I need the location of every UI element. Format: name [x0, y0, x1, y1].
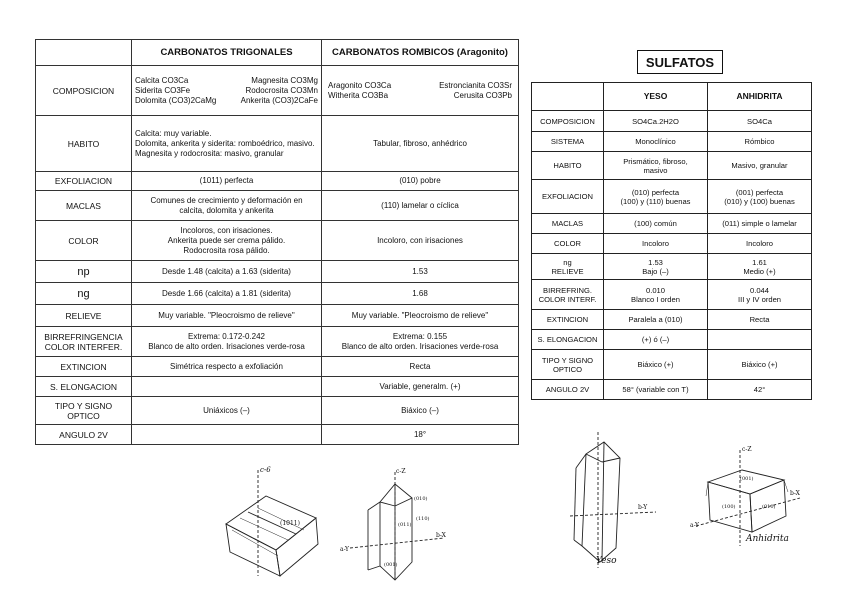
- text-line: (011) simple o lamelar: [722, 219, 797, 228]
- text-line: Blanco de alto orden. Irisaciones verde-rosa: [148, 341, 305, 351]
- mineral-formula: Witherita CO3Ba: [328, 90, 389, 100]
- axis-label: c-Z: [396, 468, 406, 475]
- aragonito-crystal-figure: [340, 466, 458, 586]
- row-label: [532, 310, 604, 330]
- trig-maclas: [132, 191, 322, 221]
- text-line: 0.044: [749, 285, 769, 295]
- anhidrita-cell: [708, 214, 812, 234]
- text-line: Rodocrosita rosa pálido.: [183, 245, 270, 255]
- mineral-formula: Siderita CO3Fe: [135, 85, 191, 95]
- row-label: S. ELONGACION: [36, 377, 132, 397]
- text-line: EXFOLIACION: [541, 192, 594, 201]
- figure-caption: Anhidrita: [746, 534, 789, 544]
- yeso-cell: [604, 234, 708, 254]
- text-line: OPTICO: [552, 364, 583, 374]
- sulfatos-row: [532, 180, 812, 214]
- text-line: calcita, dolomita y ankerita: [179, 205, 274, 215]
- face-label: (100): [722, 504, 736, 510]
- yeso-cell: [604, 132, 708, 152]
- text-line: HABITO: [553, 161, 582, 170]
- romb-composicion: [322, 66, 519, 116]
- text-line: III y IV orden: [737, 294, 782, 304]
- text-line: Recta: [749, 315, 770, 324]
- axis-label: b-Y: [638, 504, 648, 511]
- face-label: (011): [398, 522, 412, 528]
- romb-birrefringencia: [322, 327, 519, 357]
- yeso-cell: [604, 214, 708, 234]
- text-line: EXTINCION: [546, 315, 589, 324]
- sulfatos-row: [532, 380, 812, 400]
- yeso-cell: [604, 111, 708, 132]
- romb-habito: Tabular, fibroso, anhédrico: [322, 116, 519, 172]
- anhidrita-cell: [708, 132, 812, 152]
- row-birrefringencia: [36, 327, 519, 357]
- label-line: COLOR INTERFER.: [44, 341, 123, 352]
- trig-tipo-signo: Uniáxicos (–): [132, 397, 322, 425]
- row-label: ANGULO 2V: [36, 425, 132, 445]
- row-label: [532, 152, 604, 180]
- text-line: S. ELONGACION: [537, 335, 598, 344]
- text-line: Masivo, granular: [731, 161, 788, 170]
- empty-corner-cell: [36, 40, 132, 66]
- sulfatos-title: SULFATOS: [637, 50, 723, 74]
- row-label: [532, 380, 604, 400]
- text-line: Comunes de crecimiento y deformación en: [150, 195, 303, 205]
- romb-tipo-signo: Biáxico (–): [322, 397, 519, 425]
- text-line: (010) perfecta: [631, 187, 680, 197]
- text-line: 42°: [753, 385, 766, 394]
- row-np: [36, 261, 519, 283]
- text-line: 0.010: [645, 285, 665, 295]
- sulfatos-row: [532, 234, 812, 254]
- yeso-cell: [604, 152, 708, 180]
- row-label: EXFOLIACION: [36, 172, 132, 191]
- mineral-formula: Magnesita CO3Mg: [251, 75, 318, 85]
- axis-label: a-Y: [690, 522, 699, 529]
- col-header-anhidrita: ANHIDRITA: [708, 83, 812, 111]
- col-header-rombicos: CARBONATOS ROMBICOS (Aragonito): [322, 40, 519, 66]
- text-line: 58° (variable con T): [622, 385, 689, 394]
- text-line: 1.61: [752, 257, 767, 267]
- mineral-formula: Dolomita (CO3)2CaMg: [135, 95, 217, 105]
- yeso-crystal-figure: [556, 428, 666, 578]
- row-label: RELIEVE: [36, 305, 132, 327]
- row-maclas: [36, 191, 519, 221]
- anhidrita-cell: [708, 234, 812, 254]
- text-line: Calcita: muy variable.: [135, 128, 212, 138]
- trig-angulo: [132, 425, 322, 445]
- row-tipo-signo: [36, 397, 519, 425]
- text-line: (+) ó (–): [641, 335, 670, 344]
- sulfatos-row: [532, 330, 812, 350]
- row-color: [36, 221, 519, 261]
- axis-label: c-Z: [742, 446, 752, 453]
- text-line: SO4Ca.2H2O: [632, 116, 679, 126]
- row-habito: [36, 116, 519, 172]
- romb-exfoliacion: (010) pobre: [322, 172, 519, 191]
- yeso-cell: [604, 280, 708, 310]
- row-label: [532, 214, 604, 234]
- empty-corner-cell: [532, 83, 604, 111]
- row-label: [532, 234, 604, 254]
- text-line: SISTEMA: [550, 137, 585, 146]
- row-label: [36, 397, 132, 425]
- trig-elongacion: [132, 377, 322, 397]
- text-line: (010) y (100) buenas: [724, 196, 795, 206]
- text-line: Prismático, fibroso,: [623, 156, 688, 166]
- mineral-formula: Calcita CO3Ca: [135, 75, 189, 85]
- col-header-trigonales: CARBONATOS TRIGONALES: [132, 40, 322, 66]
- text-line: 1.53: [648, 257, 663, 267]
- romb-relieve: Muy variable. "Pleocroismo de relieve": [322, 305, 519, 327]
- text-line: Monoclínico: [635, 137, 676, 146]
- romb-np: 1.53: [322, 261, 519, 283]
- row-label: EXTINCION: [36, 357, 132, 377]
- row-relieve: [36, 305, 519, 327]
- text-line: BIRREFRING.: [543, 285, 592, 295]
- romb-angulo: 18°: [322, 425, 519, 445]
- text-line: Blanco de alto orden. Irisaciones verde-rosa: [341, 341, 499, 351]
- row-label: MACLAS: [36, 191, 132, 221]
- calcita-crystal-figure: [218, 466, 328, 586]
- col-header-yeso: YESO: [604, 83, 708, 111]
- label-line: OPTICO: [67, 410, 100, 421]
- row-label: [532, 111, 604, 132]
- text-line: (100) y (110) buenas: [620, 196, 691, 206]
- trig-habito: [132, 116, 322, 172]
- yeso-cell: [604, 310, 708, 330]
- text-line: COMPOSICION: [540, 116, 595, 126]
- text-line: Extrema: 0.155: [392, 331, 448, 341]
- text-line: Bajo (–): [642, 266, 669, 276]
- row-composicion: [36, 66, 519, 116]
- sulfatos-row: [532, 111, 812, 132]
- mineral-formula: Rodocrosita CO3Mn: [245, 85, 318, 95]
- table-header-row: [36, 40, 519, 66]
- face-label: (001): [740, 476, 754, 482]
- romb-elongacion: Variable, generalm. (+): [322, 377, 519, 397]
- row-label: [532, 350, 604, 380]
- text-line: TIPO Y SIGNO: [541, 355, 594, 365]
- text-line: ng: [563, 257, 572, 267]
- text-line: masivo: [643, 165, 668, 175]
- anhidrita-cell: [708, 111, 812, 132]
- row-label: [532, 330, 604, 350]
- trig-extincion: Simétrica respecto a exfoliación: [132, 357, 322, 377]
- axis-label: b-X: [790, 490, 800, 497]
- text-line: Paralela a (010): [628, 315, 683, 324]
- row-label: ng: [36, 283, 132, 305]
- crystal-drawing: [218, 466, 328, 586]
- trig-birrefringencia: [132, 327, 322, 357]
- label-line: TIPO Y SIGNO: [54, 400, 113, 411]
- axis-label: a-Y: [340, 546, 349, 553]
- row-label: COMPOSICION: [36, 66, 132, 116]
- text-line: COLOR: [553, 239, 581, 248]
- face-label: (010): [414, 496, 428, 502]
- row-ng: [36, 283, 519, 305]
- text-line: RELIEVE: [551, 266, 584, 276]
- trig-color: [132, 221, 322, 261]
- text-line: ANGULO 2V: [545, 385, 590, 394]
- yeso-cell: [604, 330, 708, 350]
- text-line: Blanco I orden: [631, 294, 680, 304]
- romb-maclas: (110) lamelar o cíclica: [322, 191, 519, 221]
- trig-relieve: Muy variable. "Pleocroismo de relieve": [132, 305, 322, 327]
- yeso-cell: [604, 350, 708, 380]
- text-line: MACLAS: [551, 219, 584, 228]
- trig-exfoliacion: (1011) perfecta: [132, 172, 322, 191]
- mineral-formula: Estroncianita CO3Sr: [439, 80, 512, 90]
- romb-extincion: Recta: [322, 357, 519, 377]
- text-line: Biáxico (+): [741, 360, 778, 369]
- anhidrita-cell: [708, 310, 812, 330]
- face-label: (1011): [280, 520, 300, 527]
- row-label: np: [36, 261, 132, 283]
- sulfatos-row: [532, 214, 812, 234]
- figure-caption: Yeso: [596, 556, 617, 566]
- text-line: COLOR INTERF.: [538, 294, 597, 304]
- romb-ng: 1.68: [322, 283, 519, 305]
- sulfatos-row: [532, 132, 812, 152]
- row-label: [532, 254, 604, 280]
- yeso-cell: [604, 254, 708, 280]
- table-header-row: [532, 83, 812, 111]
- text-line: Dolomita, ankerita y siderita: romboédrico, masivo.: [135, 138, 315, 148]
- yeso-cell: [604, 180, 708, 214]
- text-line: Extrema: 0.172-0.242: [188, 331, 265, 341]
- yeso-cell: [604, 380, 708, 400]
- text-line: Incoloro: [641, 239, 670, 248]
- mineral-formula: Cerusita CO3Pb: [453, 90, 512, 100]
- text-line: Biáxico (+): [637, 360, 674, 369]
- sulfatos-row: [532, 280, 812, 310]
- text-line: Ankerita puede ser crema pálido.: [167, 235, 286, 245]
- text-line: Incoloro: [745, 239, 774, 248]
- carbonatos-table: [35, 39, 519, 445]
- mineral-formula: Aragonito CO3Ca: [328, 80, 392, 90]
- axis-label: c-6: [260, 466, 271, 474]
- row-label: COLOR: [36, 221, 132, 261]
- anhidrita-cell: [708, 180, 812, 214]
- sulfatos-row: [532, 152, 812, 180]
- row-label: [36, 327, 132, 357]
- sulfatos-table: [531, 82, 812, 400]
- anhidrita-cell: [708, 152, 812, 180]
- anhidrita-cell: [708, 350, 812, 380]
- anhidrita-crystal-figure: [690, 446, 810, 556]
- text-line: Medio (+): [743, 266, 776, 276]
- romb-color: Incoloro, con irisaciones: [322, 221, 519, 261]
- anhidrita-cell: [708, 280, 812, 310]
- row-angulo: [36, 425, 519, 445]
- text-line: (100) común: [634, 219, 677, 228]
- text-line: (001) perfecta: [735, 187, 784, 197]
- sulfatos-row: [532, 254, 812, 280]
- face-label: (010): [762, 504, 776, 510]
- anhidrita-cell: [708, 254, 812, 280]
- row-elongacion: [36, 377, 519, 397]
- row-label: [532, 180, 604, 214]
- row-label: [532, 280, 604, 310]
- face-label: (001): [384, 562, 398, 568]
- text-line: Incoloros, con irisaciones.: [180, 225, 273, 235]
- text-line: Magnesita y rodocrosita: masivo, granular: [135, 148, 284, 158]
- mineral-formula: Ankerita (CO3)2CaFe: [240, 95, 318, 105]
- sulfatos-row: [532, 350, 812, 380]
- row-extincion: [36, 357, 519, 377]
- anhidrita-cell: [708, 330, 812, 350]
- row-exfoliacion: [36, 172, 519, 191]
- sulfatos-row: [532, 310, 812, 330]
- trig-np: Desde 1.48 (calcita) a 1.63 (siderita): [132, 261, 322, 283]
- text-line: SO4Ca: [747, 116, 772, 126]
- label-line: BIRREFRINGENCIA: [44, 331, 123, 342]
- row-label: [532, 132, 604, 152]
- trig-composicion: [132, 66, 322, 116]
- face-label: (110): [416, 516, 430, 522]
- row-label: HABITO: [36, 116, 132, 172]
- axis-label: b-X: [436, 532, 446, 539]
- anhidrita-cell: [708, 380, 812, 400]
- text-line: Rómbico: [744, 137, 775, 146]
- trig-ng: Desde 1.66 (calcita) a 1.81 (siderita): [132, 283, 322, 305]
